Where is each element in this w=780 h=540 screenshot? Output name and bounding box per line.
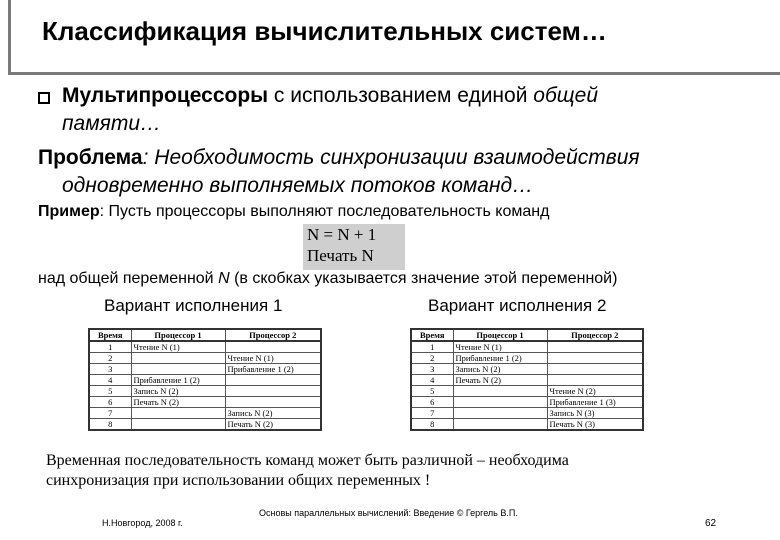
header-proc2: Процессор 2: [225, 329, 321, 341]
table-row: [89, 353, 321, 364]
table-row: [89, 375, 321, 386]
cell-proc1: [453, 386, 547, 397]
variant-2-label: Вариант исполнения 2: [428, 296, 607, 315]
cell-time: 2: [411, 353, 453, 364]
problem-text-1: : Необходимость синхронизации взаимодействия: [142, 146, 640, 169]
title-accent-horizontal: [8, 72, 780, 75]
cell-proc2: [547, 341, 643, 353]
table-header-row: [89, 329, 321, 341]
cell-time: 4: [411, 375, 453, 386]
cell-proc2: [225, 386, 321, 397]
cell-time: 5: [89, 386, 131, 397]
problem-line-1: [38, 146, 640, 170]
title-accent-vertical: [8, 0, 11, 74]
footer-location: Н.Новгород, 2008 г.: [102, 518, 183, 528]
cell-proc2: Чтение N (1): [225, 353, 321, 364]
cell-proc2: [225, 397, 321, 408]
formula-line-2: Печать N: [307, 246, 374, 265]
over-variable-text-2: (в скобках указывается значение этой переменной): [229, 270, 618, 287]
formula-box: [303, 224, 405, 270]
example-line: [38, 203, 549, 221]
cell-time: 1: [89, 341, 131, 353]
page-number: 62: [705, 518, 717, 529]
cell-proc1: [131, 364, 225, 375]
cell-proc2: Запись N (2): [225, 408, 321, 419]
table-header-row: [411, 329, 643, 341]
problem-line-2: одновременно выполняемых потоков команд…: [62, 174, 534, 197]
table-row: [411, 408, 643, 419]
cell-proc2: [547, 353, 643, 364]
header-proc2: Процессор 2: [547, 329, 643, 341]
cell-time: 4: [89, 375, 131, 386]
problem-label: Проблема: [38, 146, 143, 169]
table-row: [411, 397, 643, 408]
cell-proc2: [547, 375, 643, 386]
cell-time: 7: [411, 408, 453, 419]
over-variable-text-1: над общей переменной: [38, 270, 219, 287]
cell-proc2: [547, 364, 643, 375]
header-time: Время: [89, 329, 131, 341]
cell-proc1: [131, 408, 225, 419]
over-variable-n: N: [218, 270, 230, 287]
variant-2-table: [410, 328, 644, 431]
example-label: Пример: [38, 203, 100, 220]
table-row: [411, 419, 643, 431]
variant-1-label: Вариант исполнения 1: [104, 296, 283, 315]
cell-proc2: Печать N (2): [225, 419, 321, 431]
cell-proc1: [131, 353, 225, 364]
cell-proc1: Печать N (2): [131, 397, 225, 408]
cell-proc2: Запись N (3): [547, 408, 643, 419]
cell-time: 6: [89, 397, 131, 408]
cell-proc1: Чтение N (1): [131, 341, 225, 353]
table-row: [411, 353, 643, 364]
cell-time: 3: [89, 364, 131, 375]
cell-proc1: Прибавление 1 (2): [453, 353, 547, 364]
cell-time: 6: [411, 397, 453, 408]
header-proc1: Процессор 1: [131, 329, 225, 341]
cell-time: 5: [411, 386, 453, 397]
bullet-text: с использованием единой: [268, 84, 534, 107]
cell-proc1: [453, 419, 547, 431]
bullet-italic-1: общей: [533, 84, 599, 107]
table-row: [411, 386, 643, 397]
cell-proc1: Печать N (2): [453, 375, 547, 386]
cell-time: 3: [411, 364, 453, 375]
conclusion-line-2: синхронизация при использовании общих переменных !: [46, 472, 431, 489]
formula-line-1: N = N + 1: [307, 225, 377, 244]
table-row: [89, 386, 321, 397]
table-row: [89, 341, 321, 353]
cell-proc1: [453, 408, 547, 419]
bullet-line-1: [62, 84, 598, 108]
cell-proc2: Прибавление 1 (2): [225, 364, 321, 375]
conclusion-line-1: Временная последовательность команд может быть различной – необходима: [46, 452, 569, 469]
cell-proc2: Печать N (3): [547, 419, 643, 431]
header-proc1: Процессор 1: [453, 329, 547, 341]
cell-time: 1: [411, 341, 453, 353]
bullet-square-icon: [38, 92, 50, 104]
example-text: : Пусть процессоры выполняют последовательность команд: [99, 203, 550, 220]
cell-proc2: [225, 375, 321, 386]
cell-proc1: Прибавление 1 (2): [131, 375, 225, 386]
bullet-bold-term: Мультипроцессоры: [62, 84, 269, 107]
variant-1-table: [88, 328, 322, 431]
cell-time: 7: [89, 408, 131, 419]
cell-time: 8: [411, 419, 453, 431]
table-row: [89, 419, 321, 431]
cell-proc1: Чтение N (1): [453, 341, 547, 353]
cell-proc1: [453, 397, 547, 408]
table-row: [89, 408, 321, 419]
cell-proc1: Запись N (2): [131, 386, 225, 397]
table-row: [411, 375, 643, 386]
slide-title: Классификация вычислительных систем…: [42, 16, 607, 46]
bullet-italic-2: памяти…: [62, 112, 162, 135]
table-row: [411, 364, 643, 375]
cell-proc1: Запись N (2): [453, 364, 547, 375]
cell-time: 8: [89, 419, 131, 431]
table-row: [411, 341, 643, 353]
footer-course: Основы параллельных вычислений: Введение © Гергель В.П.: [259, 508, 518, 518]
cell-proc2: Чтение N (2): [547, 386, 643, 397]
over-variable-line: [38, 270, 617, 288]
cell-proc1: [131, 419, 225, 431]
cell-time: 2: [89, 353, 131, 364]
cell-proc2: Прибавление 1 (3): [547, 397, 643, 408]
table-row: [89, 364, 321, 375]
header-time: Время: [411, 329, 453, 341]
cell-proc2: [225, 341, 321, 353]
table-row: [89, 397, 321, 408]
